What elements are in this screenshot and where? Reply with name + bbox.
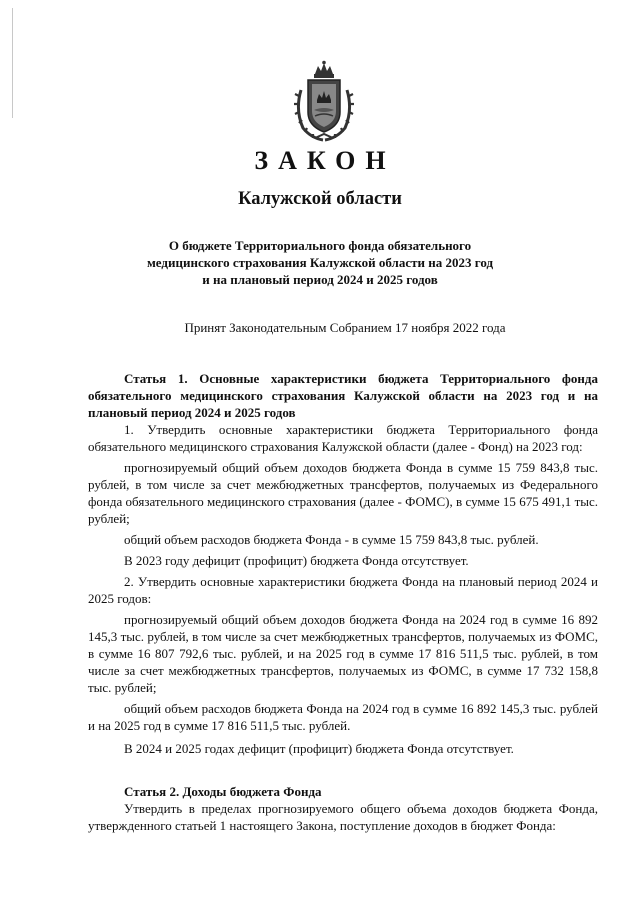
adoption-note: Принят Законодательным Собранием 17 ноября 2022 года [184,320,506,335]
law-heading-line: О бюджете Территориального фонда обязательного [168,238,472,253]
article-1-paragraph: 2. Утвердить основные характеристики бюджета Фонда на плановый период 2024 и 2025 годов: [88,574,598,606]
article-1-paragraph: В 2024 и 2025 годах дефицит (профицит) бюджета Фонда отсутствует. [124,741,514,756]
document-subtitle: Калужской области [238,189,402,209]
article-1-paragraph: В 2023 году дефицит (профицит) бюджета Фонда отсутствует. [124,553,469,568]
article-2-title: Статья 2. Доходы бюджета Фонда [124,784,322,799]
article-1-paragraph: прогнозируемый общий объем доходов бюджета Фонда на 2024 год в сумме 16 892 145,3 тыс. рублей, в том числе за счет межбюджетных трансфертов, получаемых из ФОМС, в сумме 16 807 792,6 тыс. рублей, и на 2025 год в сумме 17 816 511,5 тыс. рублей, в том числе за счет межбюджетных трансфертов, получаемых из ФОМС, в сумме 17 732 158,8 тыс. рублей; [88,612,598,695]
law-heading [100,237,540,288]
article-1-paragraph: 1. Утвердить основные характеристики бюджета Территориального фонда обязательного медицинского страхования Калужской области (далее - Фонд) на 2023 год: [88,422,598,454]
article-1-paragraph: общий объем расходов бюджета Фонда - в сумме 15 759 843,8 тыс. рублей. [124,532,539,547]
article-1-paragraph: общий объем расходов бюджета Фонда на 2024 год в сумме 16 892 145,3 тыс. рублей и на 2025 год в сумме 17 816 511,5 тыс. рублей. [88,701,598,733]
article-1-title: Статья 1. Основные характеристики бюджета Территориального фонда обязательного медицинского страхования Калужской области на 2023 год и на плановый период 2024 и 2025 годов [88,371,598,420]
law-heading-line: медицинского страхования Калужской области на 2023 год [146,255,494,270]
article-1-paragraph: прогнозируемый общий объем доходов бюджета Фонда в сумме 15 759 843,8 тыс. рублей, в том числе за счет межбюджетных трансфертов, получаемых из Федерального фонда обязательного медицинского страхования (далее - ФОМС), в сумме 15 675 491,1 тыс. рублей; [88,460,598,526]
document-title: ЗАКОН [254,146,396,175]
law-heading-line: и на плановый период 2024 и 2025 годов [202,272,438,287]
kaluga-coat-of-arms-icon [293,60,355,144]
document-body [88,370,598,834]
article-2-paragraph: Утвердить в пределах прогнозируемого общего объема доходов бюджета Фонда, утвержденного статьей 1 настоящего Закона, поступление доходов в бюджет Фонда: [88,801,598,833]
margin-line [12,8,13,118]
